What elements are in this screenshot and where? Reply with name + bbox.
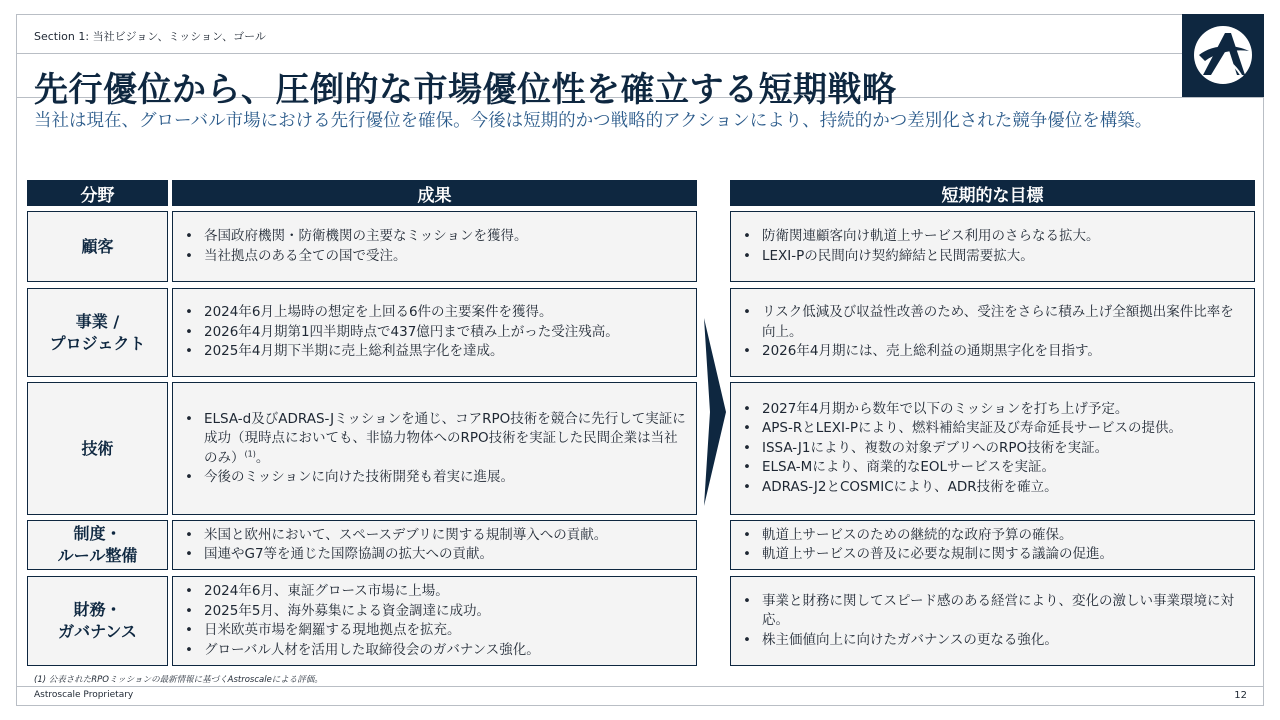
footer-divider — [16, 686, 1264, 687]
category-finance-governance — [27, 576, 168, 666]
result-cell-finance-governance — [172, 576, 697, 666]
column-header-result: 成果 — [172, 180, 697, 206]
list-item: • 株主価値向上に向けたガバナンスの更なる強化。 — [741, 631, 1246, 651]
list-item: • 2024年6月、東証グロース市場に上場。 — [183, 582, 688, 602]
list-item: • ADRAS-J2とCOSMICにより、ADR技術を確立。 — [741, 478, 1246, 498]
list-item: • 防衛関連顧客向け軌道上サービス利用のさらなる拡大。 — [741, 227, 1246, 247]
page-subtitle: 当社は現在、グローバル市場における先行優位を確保。今後は短期的かつ戦略的アクションにより、持続的かつ差別化された競争優位を構築。 — [34, 111, 1153, 131]
category-regulation — [27, 520, 168, 570]
column-header-field: 分野 — [27, 180, 168, 206]
list-item: • 2025年5月、海外募集による資金調達に成功。 — [183, 602, 688, 622]
category-label-line2: プロジェクト — [49, 333, 146, 353]
category-label: 顧客 — [81, 236, 114, 256]
goal-cell-finance-governance — [730, 576, 1255, 666]
list-item: • 2026年4月期第1四半期時点で437億円まで積み上がった受注残高。 — [183, 323, 688, 343]
list-item: • 2025年4月期下半期に売上総利益黒字化を達成。 — [183, 342, 688, 362]
list-item: • APS-RとLEXI-Pにより、燃料補給実証及び寿命延長サービスの提供。 — [741, 419, 1246, 439]
category-label-line1: 制度・ — [73, 524, 122, 543]
result-cell-business-project — [172, 288, 697, 377]
list-item: • 米国と欧州において、スペースデブリに関する規制導入への貢献。 — [183, 526, 688, 546]
section-label: Section 1: 当社ビジョン、ミッション、ゴール — [34, 30, 266, 43]
list-item-text: ELSA-d及びADRAS-Jミッションを通じ、コアRPO技術を競合に先行して実証に成功（現時点においても、非協力物体へのRPO技術を実証した民間企業は当社のみ） — [204, 410, 686, 466]
list-item: • 当社拠点のある全ての国で受注。 — [183, 247, 688, 267]
goal-cell-regulation — [730, 520, 1255, 570]
category-technology — [27, 382, 168, 515]
astroscale-logo-icon — [1182, 14, 1264, 97]
category-label-line2: ガバナンス — [58, 622, 137, 641]
category-label-line2: ルール整備 — [57, 546, 138, 565]
list-item: • 軌道上サービスのための継続的な政府予算の確保。 — [741, 526, 1246, 546]
category-label-line1: 事業 / — [75, 311, 120, 331]
list-item: • LEXI-Pの民間向け契約締結と民間需要拡大。 — [741, 247, 1246, 267]
category-business-project — [27, 288, 168, 377]
list-item: • 国連やG7等を通じた国際協調の拡大への貢献。 — [183, 545, 688, 565]
page-title: 先行優位から、圧倒的な市場優位性を確立する短期戦略 — [34, 70, 897, 110]
category-label: 技術 — [81, 438, 114, 458]
chevron-right-arrow-icon — [704, 318, 726, 506]
header-divider — [16, 53, 1182, 54]
category-customer — [27, 211, 168, 282]
footnote: (1) 公表されたRPOミッションの最新情報に基づくAstroscaleによる評価。 — [34, 675, 323, 685]
list-item: • 今後のミッションに向けた技術開発も着実に進展。 — [183, 468, 688, 488]
list-item: • リスク低減及び収益性改善のため、受注をさらに積み上げ全額拠出案件比率を向上。 — [741, 303, 1246, 342]
result-cell-regulation — [172, 520, 697, 570]
list-item: • 軌道上サービスの普及に必要な規制に関する議論の促進。 — [741, 545, 1246, 565]
list-item: • 日米欧英市場を網羅する現地拠点を拡充。 — [183, 621, 688, 641]
goal-cell-customer — [730, 211, 1255, 282]
list-item: • 2027年4月期から数年で以下のミッションを打ち上げ予定。 — [741, 400, 1246, 420]
list-item-tail: 。 — [255, 449, 270, 466]
list-item: • 2026年4月期には、売上総利益の通期黒字化を目指す。 — [741, 342, 1246, 362]
column-header-goal: 短期的な目標 — [730, 180, 1255, 206]
footnote-marker: (1) — [244, 449, 256, 458]
list-item: • 2024年6月上場時の想定を上回る6件の主要案件を獲得。 — [183, 303, 688, 323]
page-number: 12 — [1234, 690, 1247, 701]
list-item: • 各国政府機関・防衛機関の主要なミッションを獲得。 — [183, 227, 688, 247]
list-item — [183, 410, 688, 469]
list-item: • グローバル人材を活用した取締役会のガバナンス強化。 — [183, 641, 688, 661]
category-label-line1: 財務・ — [73, 600, 122, 619]
list-item: • ISSA-J1により、複数の対象デブリへのRPO技術を実証。 — [741, 439, 1246, 459]
goal-cell-business-project — [730, 288, 1255, 377]
goal-cell-technology — [730, 382, 1255, 515]
list-item: • ELSA-Mにより、商業的なEOLサービスを実証。 — [741, 458, 1246, 478]
list-item: • 事業と財務に関してスピード感のある経営により、変化の激しい事業環境に対応。 — [741, 592, 1246, 631]
footer-company: Astroscale Proprietary — [34, 690, 134, 700]
result-cell-technology — [172, 382, 697, 515]
result-cell-customer — [172, 211, 697, 282]
